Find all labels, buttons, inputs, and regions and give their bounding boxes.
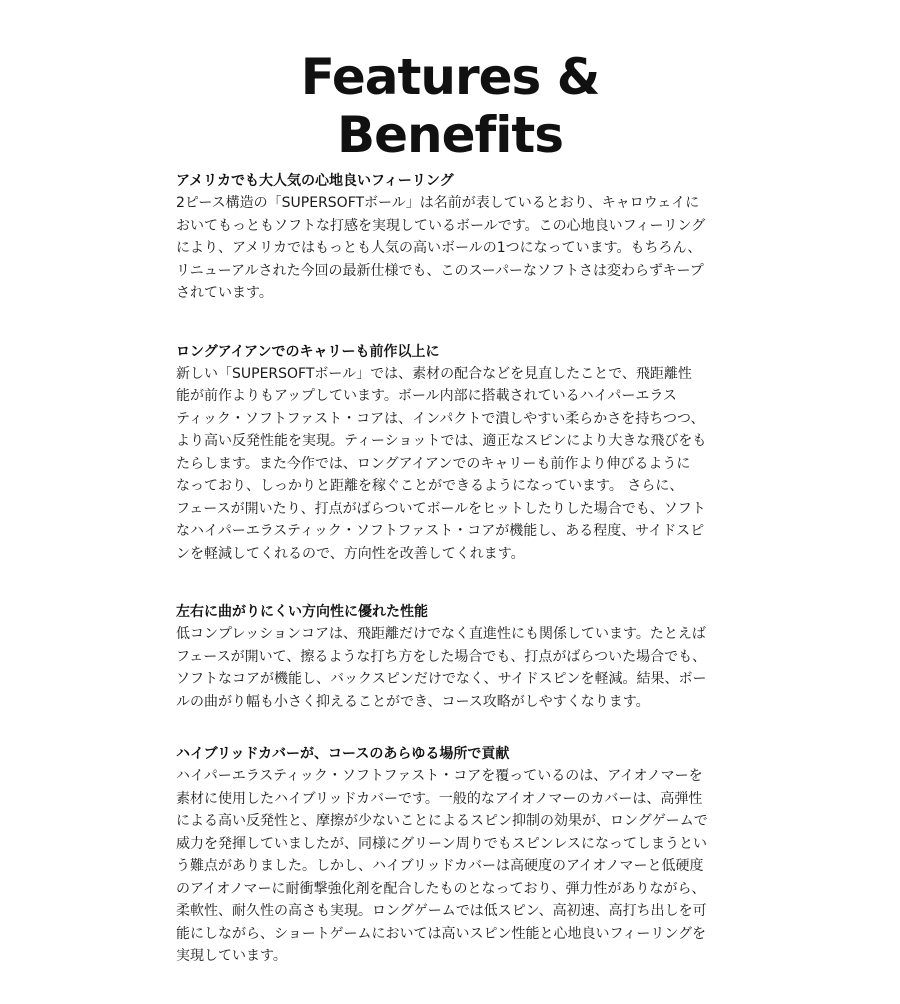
paragraph-line: なハイパーエラスティック・ソフトファスト・コアが機能し、ある程度、サイドスピ xyxy=(176,523,705,539)
paragraph-line: なっており、しっかりと距離を稼ぐことができるようになっています。 さらに、 xyxy=(176,478,684,494)
paragraph-line: 素材に使用したハイブリッドカバーです。一般的なアイオノマーのカバーは、高弾性 xyxy=(176,790,703,807)
feature-section-hybrid-cover xyxy=(176,743,736,968)
paragraph-line: ソフトなコアが機能し、バックスピンだけでなく、サイドスピンを軽減。結果、ボー xyxy=(176,671,707,687)
paragraph-line: 低コンプレッションコアは、飛距離だけでなく直進性にも関係しています。たとえば xyxy=(176,626,706,642)
paragraph-line: されています。 xyxy=(176,285,273,301)
section-heading: ハイブリッドカバーが、コースのあらゆる場所で貢献 xyxy=(176,746,510,762)
paragraph-line: ンを軽減してくれるので、方向性を改善してくれます。 xyxy=(176,545,525,562)
paragraph-line: フェースが開いて、擦るような打ち方をした場合でも、打点がばらついた場合でも、 xyxy=(176,648,707,665)
paragraph-line: ティック・ソフトファスト・コアは、インパクトで潰しやすい柔らかさを持ちつつ、 xyxy=(176,410,705,427)
paragraph-line: 能が前作よりもアップしています。ボール内部に搭載されているハイパーエラス xyxy=(176,388,677,404)
paragraph-line: 2ピース構造の「SUPERSOFTボール」は名前が表しているとおり、キャロウェイに xyxy=(176,195,700,211)
paragraph-line: 実現しています。 xyxy=(176,948,287,964)
paragraph-line: 柔軟性、耐久性の高さも実現。ロングゲームでは低スピン、高初速、高打ち出しを可 xyxy=(176,903,707,919)
paragraph-line: フェースが開いたり、打点がばらついてボールをヒットしたりした場合でも、ソフト xyxy=(176,500,706,517)
paragraph-line: により、アメリカではもっとも人気の高いボールの1つになっています。もちろん、 xyxy=(176,240,702,256)
feature-section-direction xyxy=(176,601,736,713)
paragraph-line: おいてもっともソフトな打感を実現しているボールです。この心地良いフィーリング xyxy=(176,217,706,234)
paragraph-line: リニューアルされた今回の最新仕様でも、このスーパーなソフトさは変わらずキープ xyxy=(176,262,704,279)
page-title-line-2: Benefits xyxy=(336,105,564,164)
paragraph-line: ハイパーエラスティック・ソフトファスト・コアを覆っているのは、アイオノマーを xyxy=(176,768,703,784)
page-title xyxy=(0,48,900,164)
paragraph-line: による高い反発性と、摩擦が少ないことによるスピン抑制の効果が、ロングゲームで xyxy=(176,813,708,829)
feature-content xyxy=(176,170,736,1004)
paragraph-line: ルの曲がり幅も小さく抑えることができ、コース攻略がしやすくなります。 xyxy=(176,693,650,710)
paragraph-line: たらします。また今作では、ロングアイアンでのキャリーも前作より伸びるように xyxy=(176,455,691,472)
section-heading: アメリカでも大人気の心地良いフィーリング xyxy=(176,173,454,189)
paragraph-line: より高い反発性能を実現。ティーショットでは、適正なスピンにより大きな飛びをも xyxy=(176,433,707,449)
paragraph-line: 新しい「SUPERSOFTボール」では、素材の配合などを見直したことで、飛距離性 xyxy=(176,365,692,382)
paragraph-line: 威力を発揮していましたが、同様にグリーン周りでもスピンレスになってしまうとい xyxy=(176,835,707,852)
feature-section-long-iron xyxy=(176,341,736,566)
paragraph-line: のアイオノマーに耐衝撃強化剤を配合したものとなっており、弾力性がありながら、 xyxy=(176,880,706,897)
feature-section-feeling xyxy=(176,170,736,305)
section-heading: 左右に曲がりにくい方向性に優れた性能 xyxy=(176,604,428,620)
section-heading: ロングアイアンでのキャリーも前作以上に xyxy=(176,343,440,360)
page-title-line-1: Features & xyxy=(300,47,600,106)
paragraph-line: 能にしながら、ショートゲームにおいては高いスピン性能と心地良いフィーリングを xyxy=(176,925,707,942)
paragraph-line: う難点がありました。しかし、ハイブリッドカバーは高硬度のアイオノマーと低硬度 xyxy=(176,858,704,874)
